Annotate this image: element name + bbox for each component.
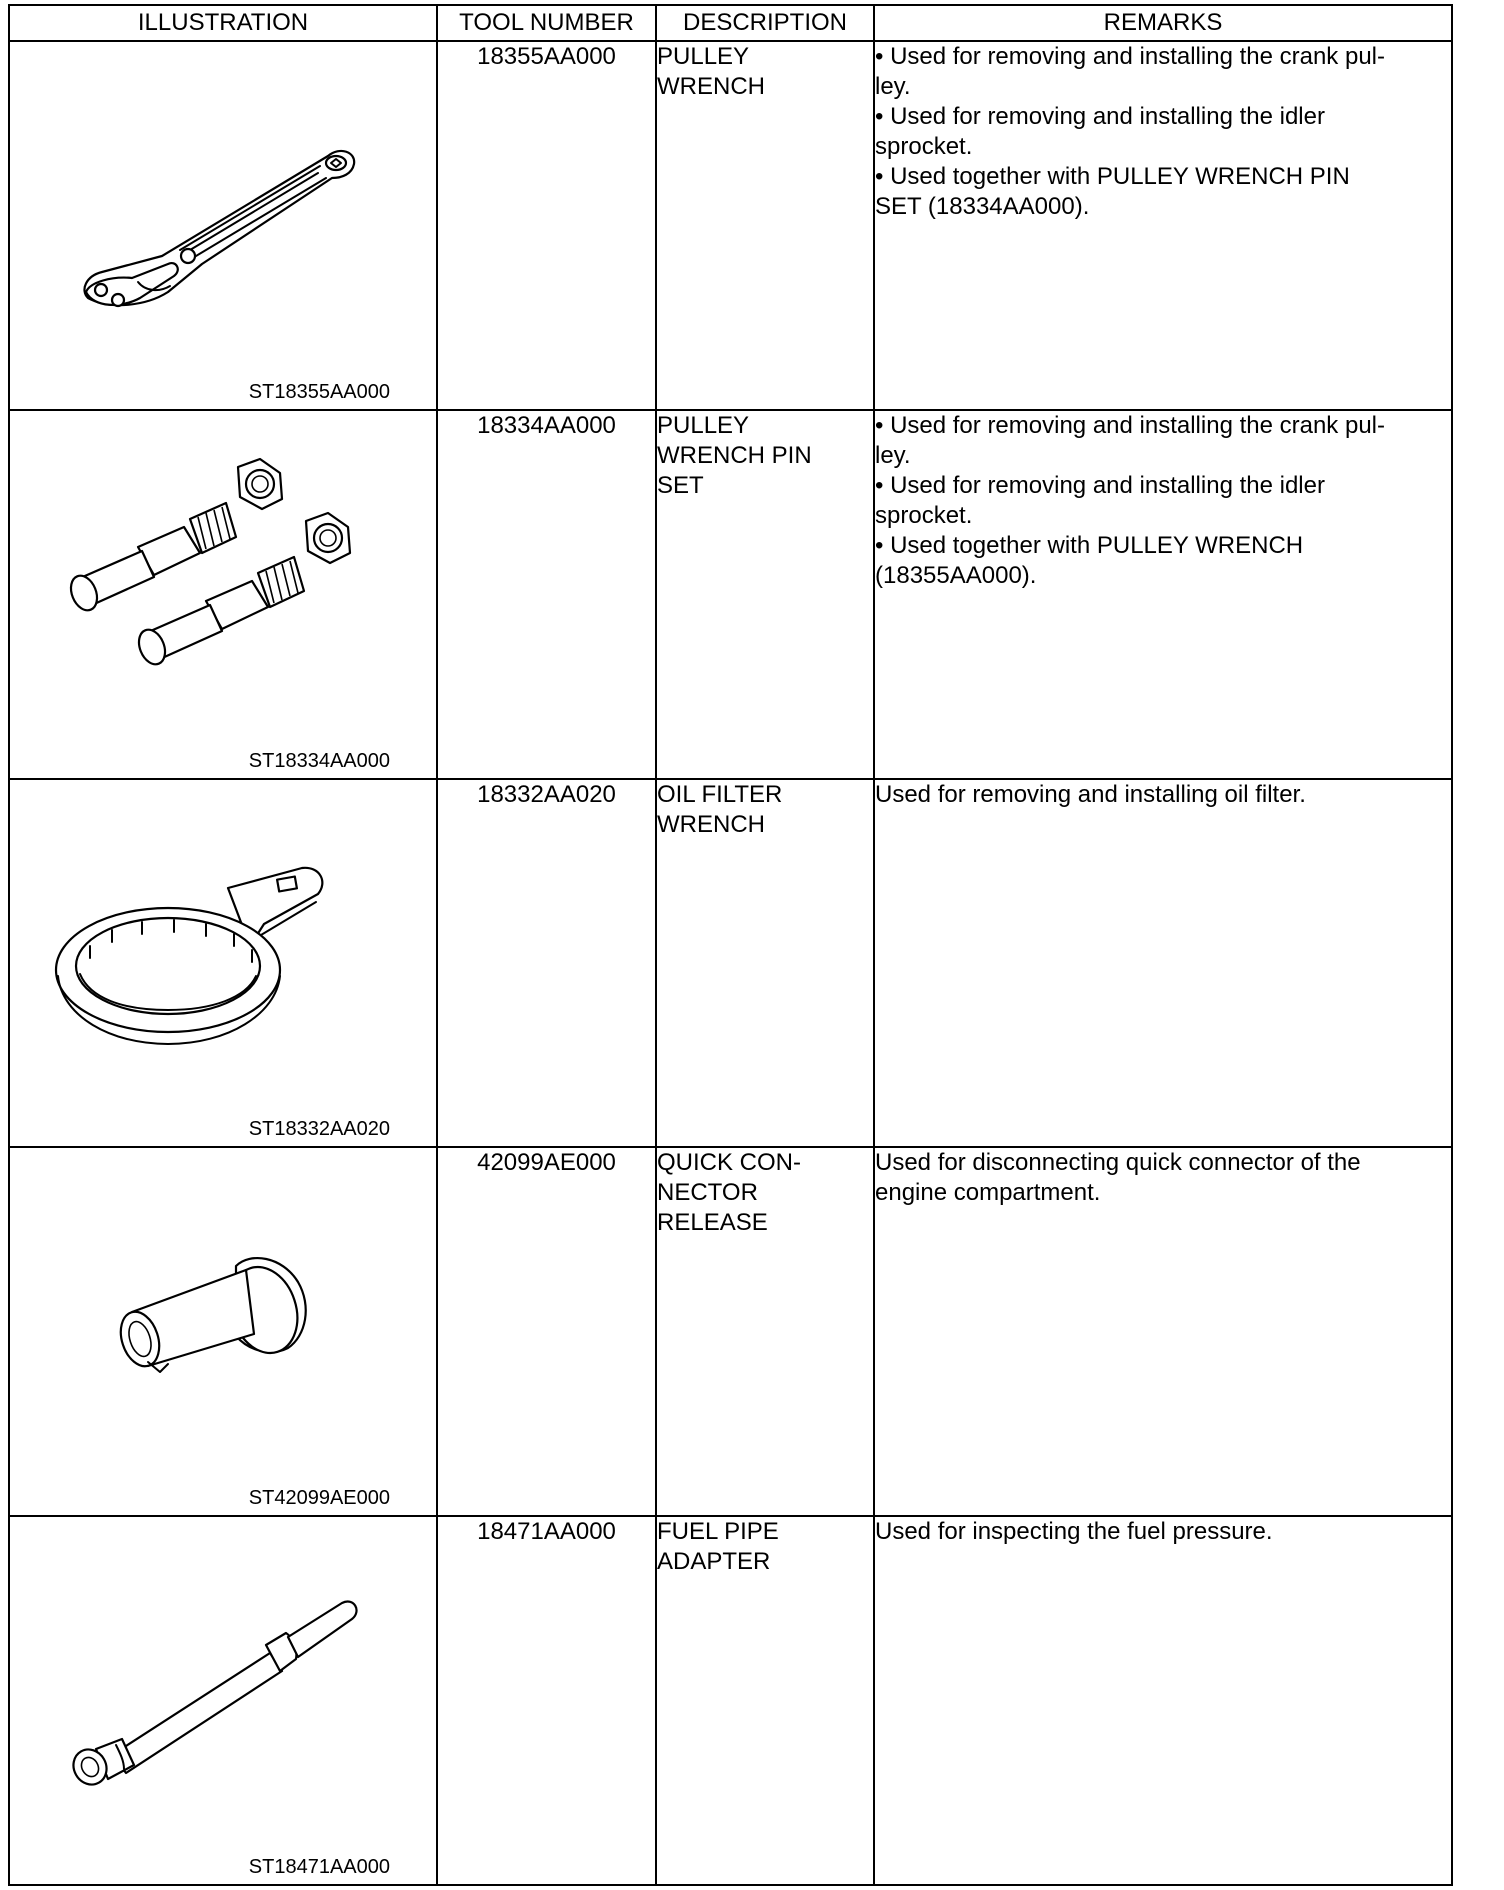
tool-remarks	[874, 1147, 1452, 1516]
quick-connector-release-icon	[50, 1166, 400, 1466]
tool-number: 18334AA000	[437, 410, 656, 779]
tool-remarks	[874, 1516, 1452, 1885]
tool-description: OIL FILTER WRENCH	[656, 779, 874, 1148]
illustration-cell	[9, 1147, 437, 1516]
table-row	[9, 1147, 1452, 1516]
remark-line: • Used for removing and installing the crank pul- ley.	[875, 43, 1385, 100]
table-row	[9, 1516, 1452, 1885]
tool-description: PULLEY WRENCH PIN SET	[656, 410, 874, 779]
illustration-cell	[9, 1516, 437, 1885]
tool-description: FUEL PIPE ADAPTER	[656, 1516, 874, 1885]
header-tool-number: TOOL NUMBER	[437, 5, 656, 41]
tool-number: 18471AA000	[437, 1516, 656, 1885]
illustration-cell	[9, 779, 437, 1148]
illustration-code: ST18332AA020	[248, 1118, 390, 1141]
table-row	[9, 41, 1452, 410]
pin-set-icon	[50, 429, 400, 729]
illustration-code: ST18334AA000	[248, 749, 390, 772]
tool-remarks	[874, 410, 1452, 779]
remark-line: • Used together with PULLEY WRENCH PIN SET (18334AA000).	[875, 163, 1350, 220]
header-remarks: REMARKS	[874, 5, 1452, 41]
fuel-pipe-adapter-icon	[50, 1535, 400, 1835]
special-tools-table	[8, 4, 1453, 1886]
remark-line: Used for removing and installing oil filter.	[875, 780, 1306, 808]
tool-number: 18355AA000	[437, 41, 656, 410]
tool-number: 42099AE000	[437, 1147, 656, 1516]
header-row	[9, 5, 1452, 41]
remark-line: • Used together with PULLEY WRENCH (18355AA000).	[875, 531, 1304, 589]
remark-line: • Used for removing and installing the idler sprocket.	[875, 471, 1325, 529]
remark-line: • Used for removing and installing the crank pul- ley.	[875, 411, 1385, 469]
header-illustration: ILLUSTRATION	[9, 5, 437, 41]
tool-remarks	[874, 41, 1452, 410]
tool-number: 18332AA020	[437, 779, 656, 1148]
tool-remarks	[874, 779, 1452, 1148]
illustration-code: ST18471AA000	[248, 1856, 390, 1878]
table-row	[9, 779, 1452, 1148]
illustration-cell	[9, 41, 437, 410]
table-row	[9, 410, 1452, 779]
remark-line: • Used for removing and installing the idler sprocket.	[875, 103, 1325, 160]
tool-description: QUICK CON- NECTOR RELEASE	[656, 1147, 874, 1516]
header-description: DESCRIPTION	[656, 5, 874, 41]
illustration-code: ST18355AA000	[248, 380, 390, 403]
remark-line: Used for disconnecting quick connector of the engine compartment.	[875, 1149, 1361, 1207]
illustration-cell	[9, 410, 437, 779]
oil-filter-wrench-icon	[50, 798, 400, 1098]
remark-line: Used for inspecting the fuel pressure.	[875, 1518, 1273, 1546]
pulley-wrench-icon	[50, 60, 400, 360]
tool-description: PULLEY WRENCH	[656, 41, 874, 410]
illustration-code: ST42099AE000	[248, 1487, 390, 1510]
